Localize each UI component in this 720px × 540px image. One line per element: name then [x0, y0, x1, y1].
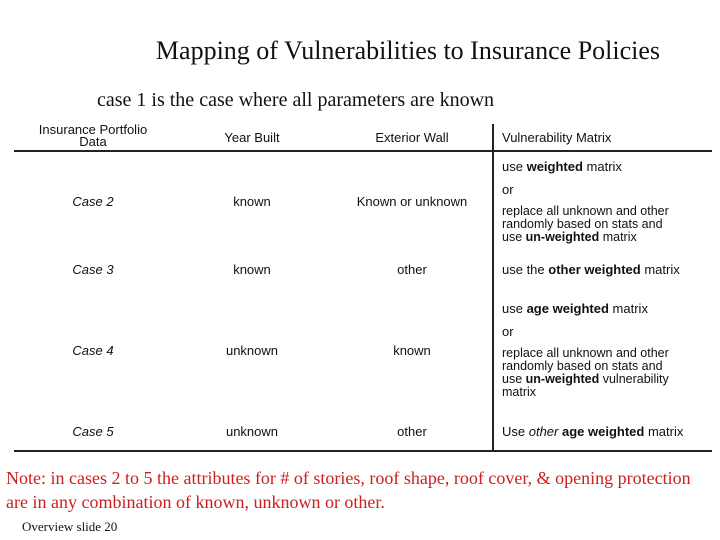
vulnerability-mapping-table: [14, 124, 712, 452]
matrix-option-1: use weighted matrix: [502, 158, 622, 174]
matrix-option-2: replace all unknown and other randomly based on stats and use un-weighted matrix: [502, 203, 669, 245]
exterior-wall-value: other: [332, 413, 493, 451]
table-row: [14, 251, 712, 287]
year-built-value: known: [233, 261, 271, 277]
matrix-or: or: [502, 181, 514, 197]
case-label: Case 5: [14, 413, 172, 451]
header-col1-line2: Data: [79, 134, 107, 149]
case-label: Case 3: [72, 261, 114, 277]
footnote: Note: in cases 2 to 5 the attributes for # of stories, roof shape, roof cover, & opening protection are in any combination of known, unknown or other.: [6, 468, 691, 512]
matrix-option-1: use age weighted matrix: [502, 300, 648, 316]
vulnerability-matrix-cell: [493, 151, 712, 251]
year-built-value: unknown: [172, 413, 332, 451]
year-built-value: unknown: [225, 342, 279, 358]
year-built-value: known: [233, 194, 271, 209]
slide-subtitle: case 1 is the case where all parameters are known: [97, 89, 495, 111]
matrix-or: or: [502, 323, 514, 339]
header-col1-line1: Insurance Portfolio: [38, 122, 148, 137]
slide-title: Mapping of Vulnerabilities to Insurance Policies: [155, 36, 661, 65]
header-exterior-wall: Exterior Wall: [332, 124, 493, 151]
header-vulnerability-matrix: Vulnerability Matrix: [493, 124, 712, 151]
vulnerability-matrix-cell: use the other weighted matrix: [493, 251, 712, 287]
table-row: [14, 413, 712, 451]
slide-footer: Overview slide 20: [22, 519, 118, 534]
matrix-option-2: replace all unknown and other randomly based on stats and use un-weighted vulnerability matrix: [502, 345, 669, 400]
table-row: [14, 287, 712, 413]
exterior-wall-value: Known or unknown: [356, 194, 468, 209]
table-row: [14, 151, 712, 251]
vulnerability-matrix-cell: Use other age weighted matrix: [493, 413, 712, 451]
header-insurance-portfolio-data: [14, 124, 172, 151]
exterior-wall-value: other: [397, 261, 427, 277]
exterior-wall-value: known: [393, 342, 431, 358]
case-label: Case 2: [72, 194, 114, 209]
header-year-built: Year Built: [172, 124, 332, 151]
vulnerability-matrix-cell: [493, 287, 712, 413]
case-label: Case 4: [72, 342, 114, 358]
table-header-row: [14, 124, 712, 151]
